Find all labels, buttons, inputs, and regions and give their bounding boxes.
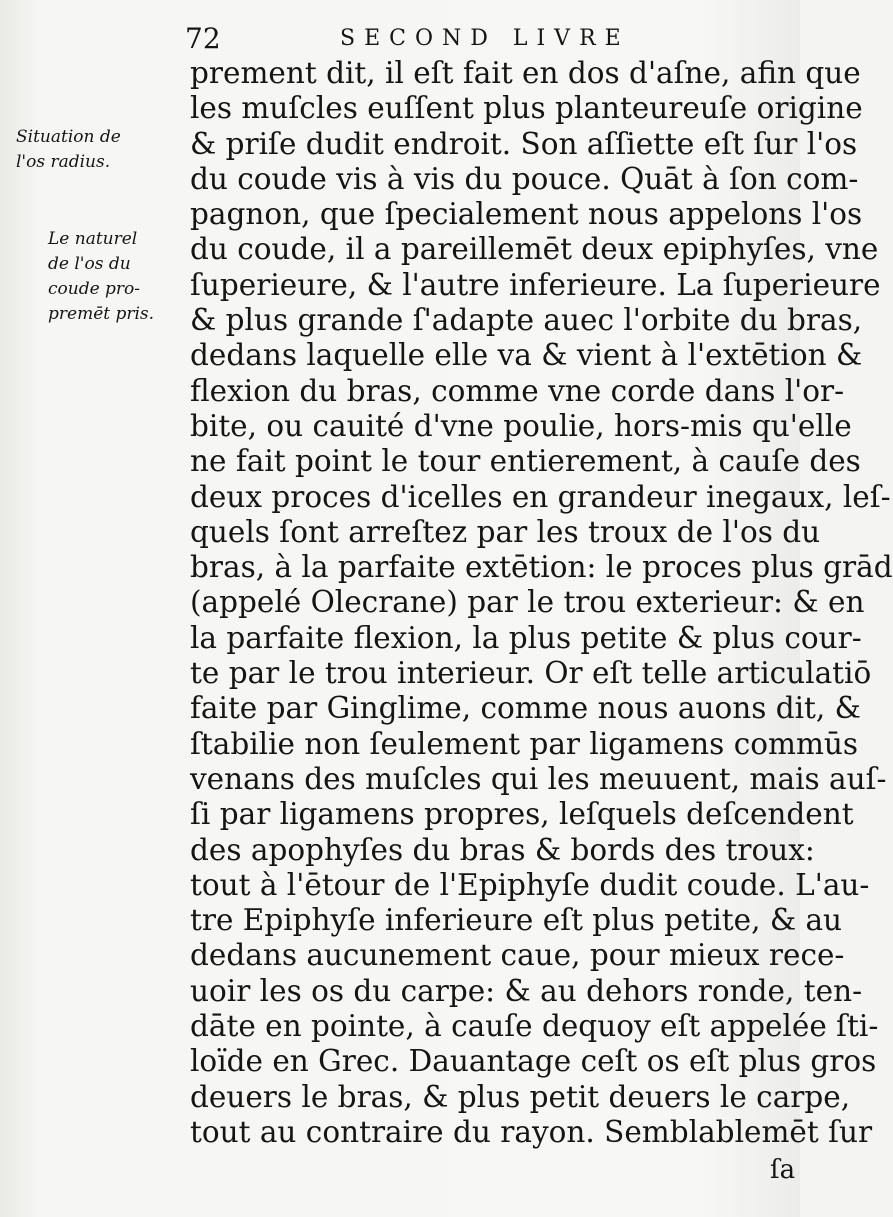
- text-line: ſtabilie non ſeulement par ligamens commūs: [190, 726, 859, 761]
- page-number: 72: [185, 22, 221, 55]
- text-line: flexion du bras, comme vne corde dans l'or-: [190, 373, 845, 408]
- text-line: (appelé Olecrane) par le trou exterieur: & en: [190, 585, 865, 620]
- text-line: quels ſont arreſtez par les troux de l'os du: [190, 514, 821, 549]
- margin-note-coude: Le naturel de l'os du coude pro- premēt pris.: [48, 229, 155, 324]
- text-line: ſuperieure, & l'autre inferieure. La ſuperieure: [190, 267, 881, 302]
- text-line: te par le trou interieur. Or eſt telle articulatiō: [190, 656, 872, 691]
- text-line: prement dit, il eſt fait en dos d'aſne, afin que: [190, 56, 861, 90]
- text-line: deuers le bras, & plus petit deuers le carpe,: [190, 1079, 851, 1114]
- text-line: venans des muſcles qui les meuuent, mais auſ-: [190, 761, 887, 796]
- text-line: dāte en pointe, à cauſe dequoy eſt appelée ſti-: [190, 1009, 879, 1044]
- text-line: deux proces d'icelles en grandeur inegaux, leſ-: [190, 479, 891, 514]
- text-line: pagnon, que ſpecialement nous appelons l'os: [190, 197, 863, 232]
- text-line: ſi par ligamens propres, leſquels deſcendent: [190, 797, 854, 832]
- text-line: loïde en Grec. Dauantage ceſt os eſt plus gros: [190, 1044, 877, 1079]
- page-header: [185, 22, 685, 58]
- text-line: uoir les os du carpe: & au dehors ronde, ten-: [190, 973, 863, 1008]
- text-line: bras, à la parfaite extētion: le proces plus grād: [190, 550, 893, 585]
- text-line: & plus grande ſ'adapte auec l'orbite du bras,: [190, 303, 863, 338]
- text-line: faite par Ginglime, comme nous auons dit, &: [190, 691, 861, 726]
- text-line: & priſe dudit endroit. Son aſſiette eſt ſur l'os: [190, 126, 858, 161]
- text-line: tre Epiphyſe inferieure eſt plus petite, & au: [190, 903, 843, 938]
- text-line: dedans laquelle elle va & vient à l'extētion &: [190, 338, 863, 373]
- text-line: du coude, il a pareillemēt deux epiphyſes, vne: [190, 232, 879, 267]
- text-line: les muſcles euſſent plus planteureuſe origine: [190, 91, 863, 126]
- running-head: SECOND LIVRE: [340, 26, 630, 51]
- body-text: [190, 56, 893, 1150]
- catchword: ſa: [770, 1155, 796, 1185]
- text-line: bite, ou cauité d'vne poulie, hors-mis qu'elle: [190, 408, 852, 443]
- text-line: ne fait point le tour entierement, à cauſe des: [190, 444, 861, 479]
- text-line: la parfaite flexion, la plus petite & plus cour-: [190, 620, 862, 655]
- text-line: des apophyſes du bras & bords des troux:: [190, 832, 815, 867]
- text-line: du coude vis à vis du pouce. Quāt à ſon com-: [190, 161, 859, 196]
- text-line: tout au contraire du rayon. Semblablemēt ſur: [190, 1114, 873, 1149]
- margin-note-radius: Situation de l'os radius.: [16, 127, 121, 172]
- text-line: dedans aucunement caue, pour mieux rece-: [190, 938, 845, 973]
- text-line: tout à l'ētour de l'Epiphyſe dudit coude. L'au-: [190, 867, 870, 902]
